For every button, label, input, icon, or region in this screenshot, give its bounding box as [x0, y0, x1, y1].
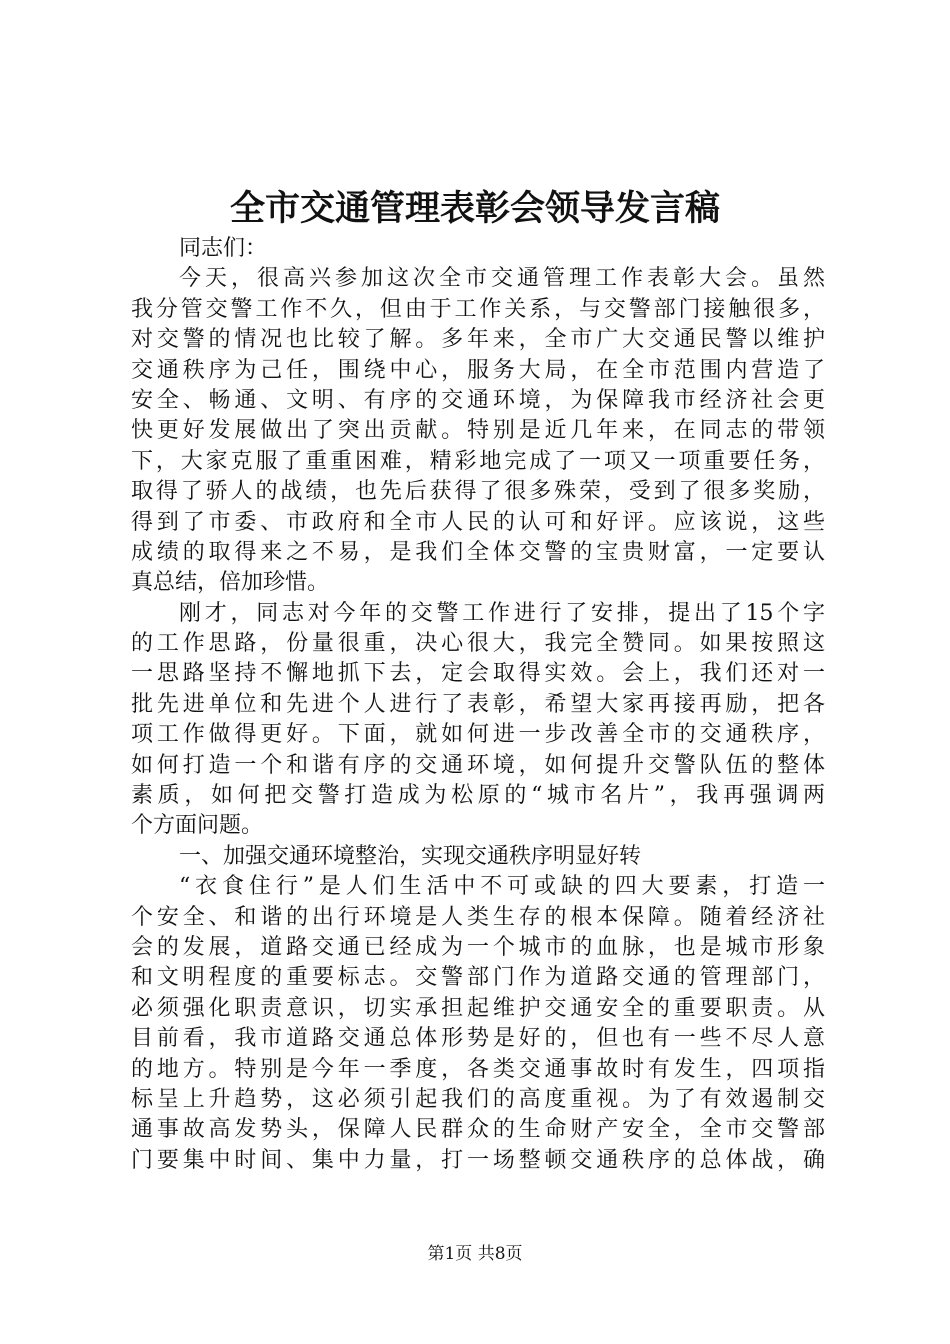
text-line: 素质，如何把交警打造成为松原的“城市名片”，我再强调两: [131, 783, 825, 809]
text-line: 今天，很高兴参加这次全市交通管理工作表彰大会。虽然: [179, 266, 825, 292]
text-line: 交通秩序为己任，围绕中心，服务大局，在全市范围内营造了: [131, 357, 825, 383]
text-line: 通事故高发势头，保障人民群众的生命财产安全，全市交警部: [131, 1117, 825, 1143]
text-line: 目前看，我市道路交通总体形势是好的，但也有一些不尽人意: [131, 1026, 825, 1052]
text-line: 取得了骄人的战绩，也先后获得了很多殊荣，受到了很多奖励，: [131, 479, 825, 505]
text-line: 真总结，倍加珍惜。: [131, 570, 330, 596]
text-line: 一、加强交通环境整治，实现交通秩序明显好转: [179, 843, 642, 869]
text-line: 成绩的取得来之不易，是我们全体交警的宝贵财富，一定要认: [131, 539, 825, 565]
text-line: 个方面问题。: [131, 813, 264, 839]
text-line: 如何打造一个和谐有序的交通环境，如何提升交警队伍的整体: [131, 752, 825, 778]
text-line: 会的发展，道路交通已经成为一个城市的血脉，也是城市形象: [131, 934, 825, 960]
page-footer: 第1页 共8页: [427, 1244, 523, 1264]
text-line: 必须强化职责意识，切实承担起维护交通安全的重要职责。从: [131, 995, 825, 1021]
text-line: “衣食住行”是人们生活中不可或缺的四大要素，打造一: [179, 874, 825, 900]
text-line: 得到了市委、市政府和全市人民的认可和好评。应该说，这些: [131, 509, 825, 535]
text-line: 的地方。特别是今年一季度，各类交通事故时有发生，四项指: [131, 1056, 825, 1082]
text-line: 的工作思路，份量很重，决心很大，我完全赞同。如果按照这: [131, 631, 825, 657]
document-title: 全市交通管理表彰会领导发言稿: [229, 188, 720, 229]
text-line: 安全、畅通、文明、有序的交通环境，为保障我市经济社会更: [131, 387, 825, 413]
document-body: [131, 234, 825, 1176]
text-line: 批先进单位和先进个人进行了表彰，希望大家再接再励，把各: [131, 691, 825, 717]
text-line: 同志们：: [179, 236, 268, 261]
text-line: 对交警的情况也比较了解。多年来，全市广大交通民警以维护: [131, 327, 825, 353]
text-line: 下，大家克服了重重困难，精彩地完成了一项又一项重要任务，: [131, 448, 825, 474]
text-line: 项工作做得更好。下面，就如何进一步改善全市的交通秩序，: [131, 722, 825, 748]
text-line: 我分管交警工作不久，但由于工作关系，与交警部门接触很多，: [131, 296, 825, 322]
text-line: 门要集中时间、集中力量，打一场整顿交通秩序的总体战，确: [131, 1147, 825, 1173]
text-line: 快更好发展做出了突出贡献。特别是近几年来，在同志的带领: [131, 418, 825, 444]
text-line: 和文明程度的重要标志。交警部门作为道路交通的管理部门，: [131, 965, 825, 991]
text-line: 刚才，同志对今年的交警工作进行了安排，提出了15个字: [179, 600, 825, 626]
text-line: 标呈上升趋势，这必须引起我们的高度重视。为了有效遏制交: [131, 1086, 825, 1112]
text-line: 个安全、和谐的出行环境是人类生存的根本保障。随着经济社: [131, 904, 825, 930]
text-line: 一思路坚持不懈地抓下去，定会取得实效。会上，我们还对一: [131, 661, 825, 687]
